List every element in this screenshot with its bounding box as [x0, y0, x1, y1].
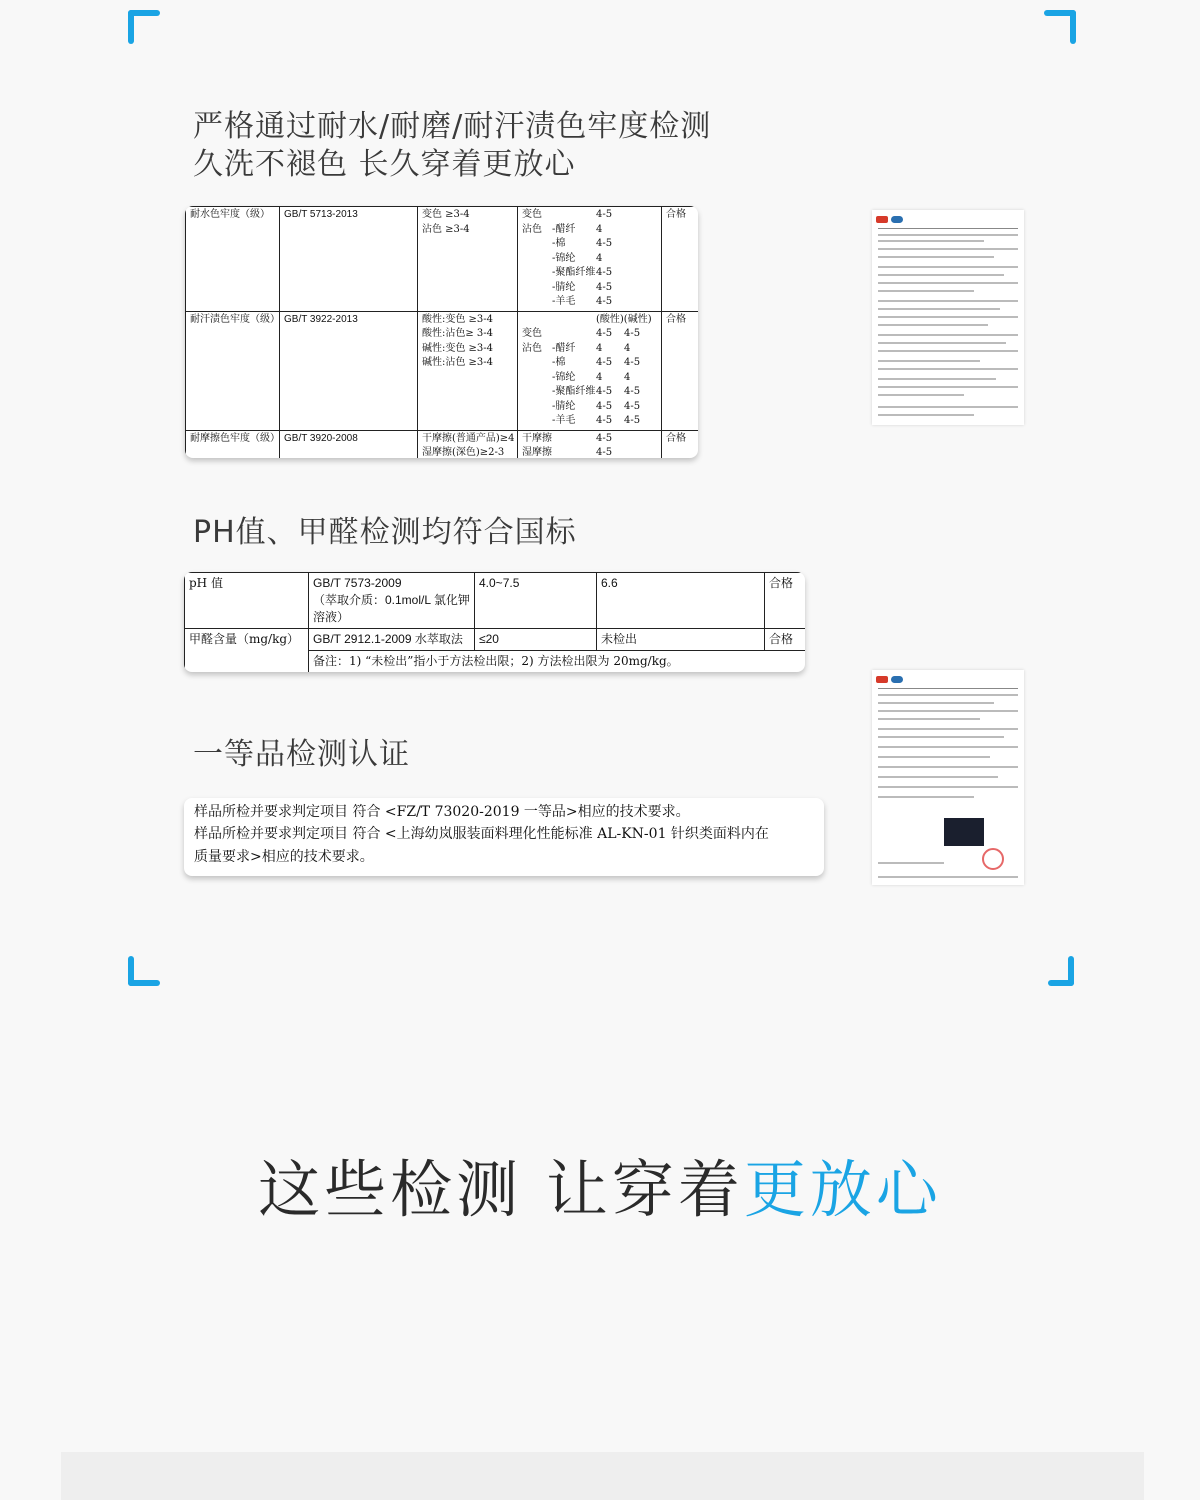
result-label: -锦纶	[552, 371, 576, 383]
ph-table-card	[184, 572, 805, 672]
grade-cert-card	[184, 798, 824, 876]
report-text-line	[878, 234, 1018, 236]
report-text-line	[878, 342, 1006, 344]
report-text-line	[878, 350, 1018, 352]
report-text-line	[878, 414, 974, 416]
corner-bracket-top-right	[1042, 10, 1076, 44]
closing-tagline	[0, 1152, 1200, 1228]
result-value: 4-5	[596, 296, 613, 307]
report-logo-icon	[891, 216, 903, 223]
result-value: 4-5	[596, 357, 613, 368]
table-row	[186, 207, 699, 312]
result-value: 4-5	[624, 328, 641, 339]
report-text-line	[878, 718, 980, 720]
report-text-line	[878, 702, 994, 704]
result-row	[522, 356, 657, 371]
result-water	[518, 207, 662, 312]
report-text-line	[878, 266, 1018, 268]
result-value: 4-5	[624, 357, 641, 368]
red-seal-stamp	[982, 848, 1004, 870]
result-row	[522, 252, 657, 267]
corner-bracket-top-left	[128, 10, 162, 44]
requirement-rub	[418, 430, 518, 458]
result-row	[522, 400, 657, 415]
result-row	[522, 266, 657, 281]
fastness-table-card	[185, 206, 698, 458]
report-text-line	[878, 746, 1018, 748]
result-label: -醋纤	[552, 223, 576, 235]
result-row	[522, 432, 657, 447]
verdict-rub: 合格	[662, 430, 699, 458]
result-value: 4-5	[596, 447, 613, 458]
result-formaldehyde: 未检出	[597, 629, 765, 651]
report-text-line	[878, 256, 994, 258]
test-report-thumbnail-1	[872, 210, 1024, 425]
result-label: -棉	[552, 238, 566, 249]
result-label: 变色	[522, 328, 542, 339]
requirement-line: 酸性:变色 ≥3-4	[422, 313, 494, 325]
report-text-line	[878, 290, 974, 292]
tagline-main: 这些检测 让穿着	[258, 1153, 744, 1226]
requirement-sweat	[418, 311, 518, 430]
result-label: 湿摩擦	[522, 447, 552, 458]
result-header: (酸性)(碱性)	[596, 313, 652, 325]
result-label: -锦纶	[552, 252, 576, 264]
result-value: 4-5	[624, 415, 641, 426]
result-row	[522, 342, 657, 357]
fastness-table	[185, 206, 698, 458]
result-row	[522, 414, 657, 429]
requirement-line: 沾色 ≥3-4	[422, 223, 470, 235]
result-value: 4	[624, 371, 631, 383]
verdict-water: 合格	[662, 207, 699, 312]
report-text-line	[878, 360, 980, 362]
requirement-formaldehyde: ≤20	[475, 629, 597, 651]
report-text-line	[878, 710, 1018, 712]
result-value: 4-5	[596, 386, 613, 397]
result-label: 沾色	[522, 342, 542, 354]
result-label: -腈纶	[552, 400, 576, 412]
verdict-formaldehyde: 合格	[765, 629, 806, 651]
result-value: 4-5	[596, 209, 613, 220]
result-row	[522, 371, 657, 386]
result-label: -聚酯纤维	[552, 386, 596, 397]
result-value: 4-5	[596, 432, 613, 444]
result-value: 4-5	[596, 281, 613, 293]
standard-sweat: GB/T 3922-2013	[280, 311, 418, 430]
report-text-line	[878, 240, 984, 242]
table-note: 备注：1) “未检出”指小于方法检出限；2) 方法检出限为 20mg/kg。	[309, 651, 806, 673]
heading-fastness-line2: 久洗不褪色 长久穿着更放心	[193, 147, 576, 182]
result-label: -腈纶	[552, 281, 576, 293]
report-text-line	[878, 368, 1018, 370]
result-row	[522, 446, 657, 458]
report-text-line	[878, 786, 1018, 788]
requirement-line: 碱性:变色 ≥3-4	[422, 342, 494, 354]
report-divider	[878, 228, 1018, 229]
table-row	[185, 629, 806, 651]
heading-fastness-line1: 严格通过耐水/耐磨/耐汗渍色牢度检测	[193, 109, 712, 144]
result-value: 4	[624, 342, 631, 354]
result-value: 4-5	[596, 328, 613, 339]
fabric-sample-image	[944, 818, 984, 846]
result-label: -醋纤	[552, 342, 576, 354]
result-row	[522, 208, 657, 223]
verdict-sweat: 合格	[662, 311, 699, 430]
result-ph: 6.6	[597, 573, 765, 629]
cert-line-2: 样品所检并要求判定项目 符合 <上海幼岚服装面料理化性能标准 AL-KN-01 针织类面料内在	[194, 826, 769, 842]
standard-ph: GB/T 7573-2009 （萃取介质：0.1mol/L 氯化钾溶液）	[309, 573, 475, 629]
heading-first-grade: 一等品检测认证	[193, 737, 410, 772]
report-text-line	[878, 406, 1018, 408]
result-value: 4	[596, 371, 603, 383]
item-rub: 耐摩擦色牢度（级）	[186, 430, 280, 458]
report-text-line	[878, 300, 1018, 302]
report-text-line	[878, 776, 998, 778]
requirement-line: 变色 ≥3-4	[422, 209, 470, 220]
report-text-line	[878, 378, 996, 380]
result-value: 4-5	[624, 400, 641, 412]
result-value: 4-5	[596, 238, 613, 249]
result-row	[522, 223, 657, 238]
test-report-thumbnail-2	[872, 670, 1024, 885]
report-text-line	[878, 248, 1018, 250]
report-text-line	[878, 394, 964, 396]
result-row	[522, 237, 657, 252]
result-label: -羊毛	[552, 415, 576, 426]
requirement-line: 干摩擦(普通产品)≥4	[422, 432, 515, 444]
standard-water: GB/T 5713-2013	[280, 207, 418, 312]
cert-line-1: 样品所检并要求判定项目 符合 <FZ/T 73020-2019 一等品>相应的技术要求。	[194, 804, 690, 820]
report-logo-icon	[891, 676, 903, 683]
ph-formaldehyde-table	[184, 572, 805, 672]
report-text-line	[878, 756, 990, 758]
result-value: 4-5	[596, 415, 613, 426]
report-text-line	[878, 282, 1018, 284]
result-value: 4-5	[624, 386, 641, 397]
report-text-line	[878, 876, 1018, 878]
corner-bracket-bottom-left	[128, 952, 162, 986]
result-label: -羊毛	[552, 296, 576, 307]
result-row	[522, 281, 657, 296]
heading-ph-formaldehyde: PH值、甲醛检测均符合国标	[193, 515, 577, 550]
result-row	[522, 327, 657, 342]
result-row	[522, 385, 657, 400]
bottom-panel	[61, 1452, 1144, 1500]
report-text-line	[878, 334, 1018, 336]
requirement-water	[418, 207, 518, 312]
report-text-line	[878, 274, 1004, 276]
result-row	[522, 295, 657, 310]
report-header	[876, 214, 1020, 224]
verdict-ph: 合格	[765, 573, 806, 629]
corner-bracket-bottom-right	[1040, 952, 1074, 986]
report-text-line	[878, 308, 1000, 310]
report-logo-icon	[876, 676, 888, 683]
table-row	[186, 311, 699, 430]
result-label: -聚酯纤维	[552, 267, 596, 278]
report-text-line	[878, 728, 1018, 730]
result-label: -棉	[552, 357, 566, 368]
result-row	[522, 313, 657, 328]
result-label: 沾色	[522, 223, 542, 235]
item-sweat: 耐汗渍色牢度（级）	[186, 311, 280, 430]
report-logo-icon	[876, 216, 888, 223]
requirement-line: 酸性:沾色≥ 3-4	[422, 328, 494, 339]
table-row	[186, 430, 699, 458]
report-text-line	[878, 796, 974, 798]
report-text-line	[878, 386, 1018, 388]
result-rub	[518, 430, 662, 458]
item-ph: pH 值	[185, 573, 309, 629]
item-formaldehyde: 甲醛含量（mg/kg）	[185, 629, 309, 673]
report-text-line	[878, 766, 1018, 768]
result-label: 变色	[522, 209, 542, 220]
result-value: 4-5	[596, 267, 613, 278]
requirement-ph: 4.0~7.5	[475, 573, 597, 629]
report-text-line	[878, 862, 944, 864]
report-text-line	[878, 694, 1018, 696]
report-header	[876, 674, 1020, 684]
report-text-line	[878, 316, 1018, 318]
report-text-line	[878, 736, 1004, 738]
result-sweat	[518, 311, 662, 430]
requirement-line: 湿摩擦(深色)≥2-3	[422, 447, 505, 458]
table-row	[185, 573, 806, 629]
result-value: 4	[596, 252, 603, 264]
standard-rub: GB/T 3920-2008	[280, 430, 418, 458]
cert-line-3: 质量要求>相应的技术要求。	[194, 849, 374, 865]
result-value: 4	[596, 342, 603, 354]
item-water: 耐水色牢度（级）	[186, 207, 280, 312]
tagline-accent: 更放心	[743, 1153, 942, 1226]
result-value: 4	[596, 223, 603, 235]
requirement-line: 碱性:沾色 ≥3-4	[422, 357, 494, 368]
report-text-line	[878, 324, 988, 326]
result-label: 干摩擦	[522, 432, 552, 444]
report-divider	[878, 688, 1018, 689]
standard-formaldehyde: GB/T 2912.1-2009 水萃取法	[309, 629, 475, 651]
result-value: 4-5	[596, 400, 613, 412]
